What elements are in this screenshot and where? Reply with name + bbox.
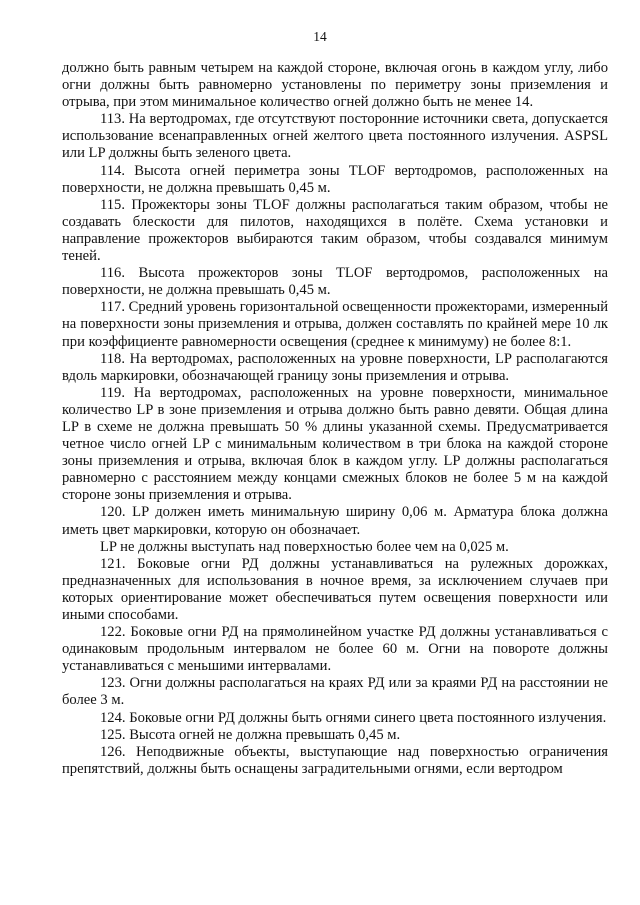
paragraph-119: 119. На вертодромах, расположенных на уровне поверхности, минимальное количество LP в зоне приземления и отрыва должно быть равно девяти. Общая длина LP в схеме не должна превышать 50 % длины указанной схемы. Предусматривается четное число огней LP с минимальным количеством в три блока на каждой стороне зоны приземления и отрыва, включая блок в каждом углу. LP должны располагаться равномерно с расстоянием между концами смежных блоков не более 5 м на каждой стороне зоны приземления и отрыва. — [62, 384, 608, 504]
paragraph-126: 126. Неподвижные объекты, выступающие над поверхностью ограничения препятствий, должны быть оснащены заградительными огнями, если вертодром — [62, 743, 608, 777]
paragraph-121: 121. Боковые огни РД должны устанавливаться на рулежных дорожках, предназначенных для использования в ночное время, за исключением случаев при которых ориентирование может обеспечиваться путем освещения поверхности или иными способами. — [62, 555, 608, 623]
paragraph-120: 120. LP должен иметь минимальную ширину 0,06 м. Арматура блока должна иметь цвет маркировки, которую он обозначает. — [62, 504, 608, 538]
paragraph-124: 124. Боковые огни РД должны быть огнями синего цвета постоянного излучения. — [100, 709, 607, 726]
paragraph-116: 116. Высота прожекторов зоны TLOF вертодромов, расположенных на поверхности, не должна превышать 0,45 м. — [62, 265, 608, 299]
paragraph-114: 114. Высота огней периметра зоны TLOF вертодромов, расположенных на поверхности, не должна превышать 0,45 м. — [62, 162, 608, 196]
paragraph-115: 115. Прожекторы зоны TLOF должны располагаться таким образом, чтобы не создавать блескости для пилотов, находящихся в полёте. Схема установки и направление прожекторов выбираются таким образом, чтобы создавался минимум теней. — [62, 196, 608, 265]
paragraph-113: 113. На вертодромах, где отсутствуют посторонние источники света, допускается использование всенаправленных огней желтого цвета постоянного излучения. ASPSL или LP должны быть зеленого цвета. — [62, 111, 608, 162]
paragraph-120-note: LP не должны выступать над поверхностью более чем на 0,025 м. — [100, 538, 509, 555]
paragraph-123: 123. Огни должны располагаться на краях РД или за краями РД на расстоянии не более 3 м. — [62, 675, 608, 709]
paragraph-continuation: должно быть равным четырем на каждой стороне, включая огонь в каждом углу, либо огни должны быть равномерно установлены по периметру зоны приземления и отрыва, при этом минимальное количество огней должно быть не менее 14. — [62, 60, 608, 111]
paragraph-118: 118. На вертодромах, расположенных на уровне поверхности, LP располагаются вдоль маркировки, обозначающей границу зоны приземления и отрыва. — [62, 350, 608, 384]
page-number: 14 — [313, 29, 327, 44]
paragraph-122: 122. Боковые огни РД на прямолинейном участке РД должны устанавливаться с одинаковым продольным интервалом не более 60 м. Огни на повороте должны устанавливаться с меньшими интервалами. — [62, 624, 608, 675]
paragraph-125: 125. Высота огней не должна превышать 0,45 м. — [100, 726, 401, 743]
document-body — [62, 60, 608, 778]
paragraph-117: 117. Средний уровень горизонтальной освещенности прожекторами, измеренный на поверхности зоны приземления и отрыва, должен составлять по крайней мере 10 лк при коэффициенте равномерности освещения (среднее к минимуму) не более 8:1. — [62, 299, 608, 350]
